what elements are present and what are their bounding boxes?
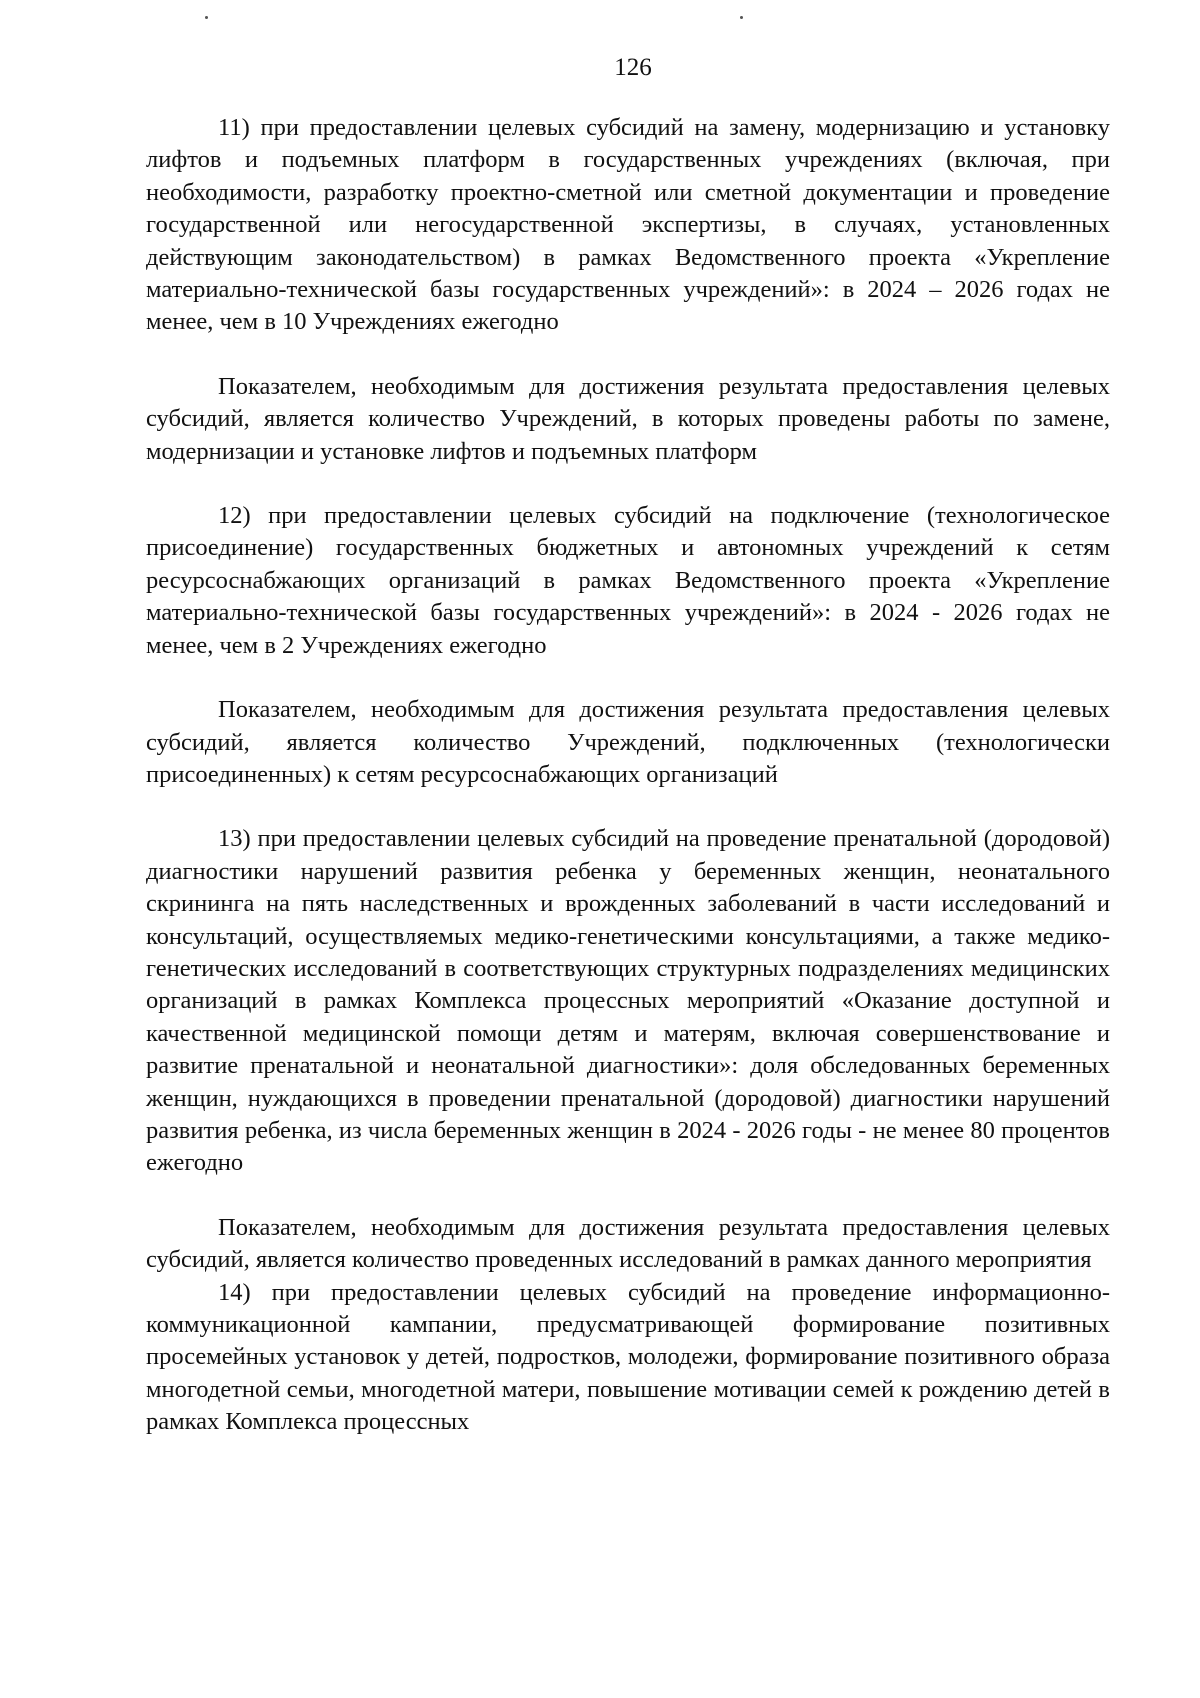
paragraph-indicator-13: Показателем, необходимым для достижения результата предоставления целевых субсидий, является количество проведенных исследований в рамках данного мероприятия	[146, 1213, 1110, 1274]
paragraph-item-13: 13) при предоставлении целевых субсидий на проведение пренатальной (дородовой) диагностики нарушений развития ребенка у беременных женщин, неонатального скрининга на пять наследственных и врожденных заболеваний в части исследований и консультаций, осуществляемых медико-генетическими консультациями, а также медико-генетических исследований в соответствующих структурных подразделениях медицинских организаций в рамках Комплекса процессных мероприятий «Оказание доступной и качественной медицинской помощи детям и матерям, включая совершенствование и развитие пренатальной и неонатальной диагностики»: доля обследованных беременных женщин, нуждающихся в проведении пренатальной (дородовой) диагностики нарушений развития ребенка, из числа беременных женщин в 2024 - 2026 годы - не менее 80 процентов ежегодно	[146, 825, 1110, 1177]
paragraph-indicator-11: Показателем, необходимым для достижения результата предоставления целевых субсидий, является количество Учреждений, в которых проведены работы по замене, модернизации и установке лифтов и подъемных платформ	[146, 372, 1110, 465]
document-body	[146, 112, 1110, 1439]
paragraph-item-12: 12) при предоставлении целевых субсидий на подключение (технологическое присоединение) государственных бюджетных и автономных учреждений к сетям ресурсоснабжающих организаций в рамках Ведомственного проекта «Укрепление материально-технической базы государственных учреждений»: в 2024 - 2026 годах не менее, чем в 2 Учреждениях ежегодно	[146, 502, 1110, 659]
scan-speck	[205, 16, 208, 19]
paragraph-indicator-12: Показателем, необходимым для достижения результата предоставления целевых субсидий, является количество Учреждений, подключенных (технологически присоединенных) к сетям ресурсоснабжающих организаций	[146, 696, 1110, 788]
paragraph-item-11: 11) при предоставлении целевых субсидий на замену, модернизацию и установку лифтов и подъемных платформ в государственных учреждениях (включая, при необходимости, разработку проектно-сметной или сметной документации и проведение государственной или негосударственной экспертизы, в случаях, установленных действующим законодательством) в рамках Ведомственного проекта «Укрепление материально-технической базы государственных учреждений»: в 2024 – 2026 годах не менее, чем в 10 Учреждениях ежегодно	[146, 114, 1110, 336]
paragraph-item-14: 14) при предоставлении целевых субсидий на проведение информационно-коммуникационной кампании, предусматривающей формирование позитивных просемейных установок у детей, подростков, молодежи, формирование позитивного образа многодетной семьи, многодетной матери, повышение мотивации семей к рождению детей в рамках Комплекса процессных	[146, 1278, 1110, 1436]
scan-speck	[740, 16, 743, 19]
page-number: 126	[614, 54, 652, 81]
